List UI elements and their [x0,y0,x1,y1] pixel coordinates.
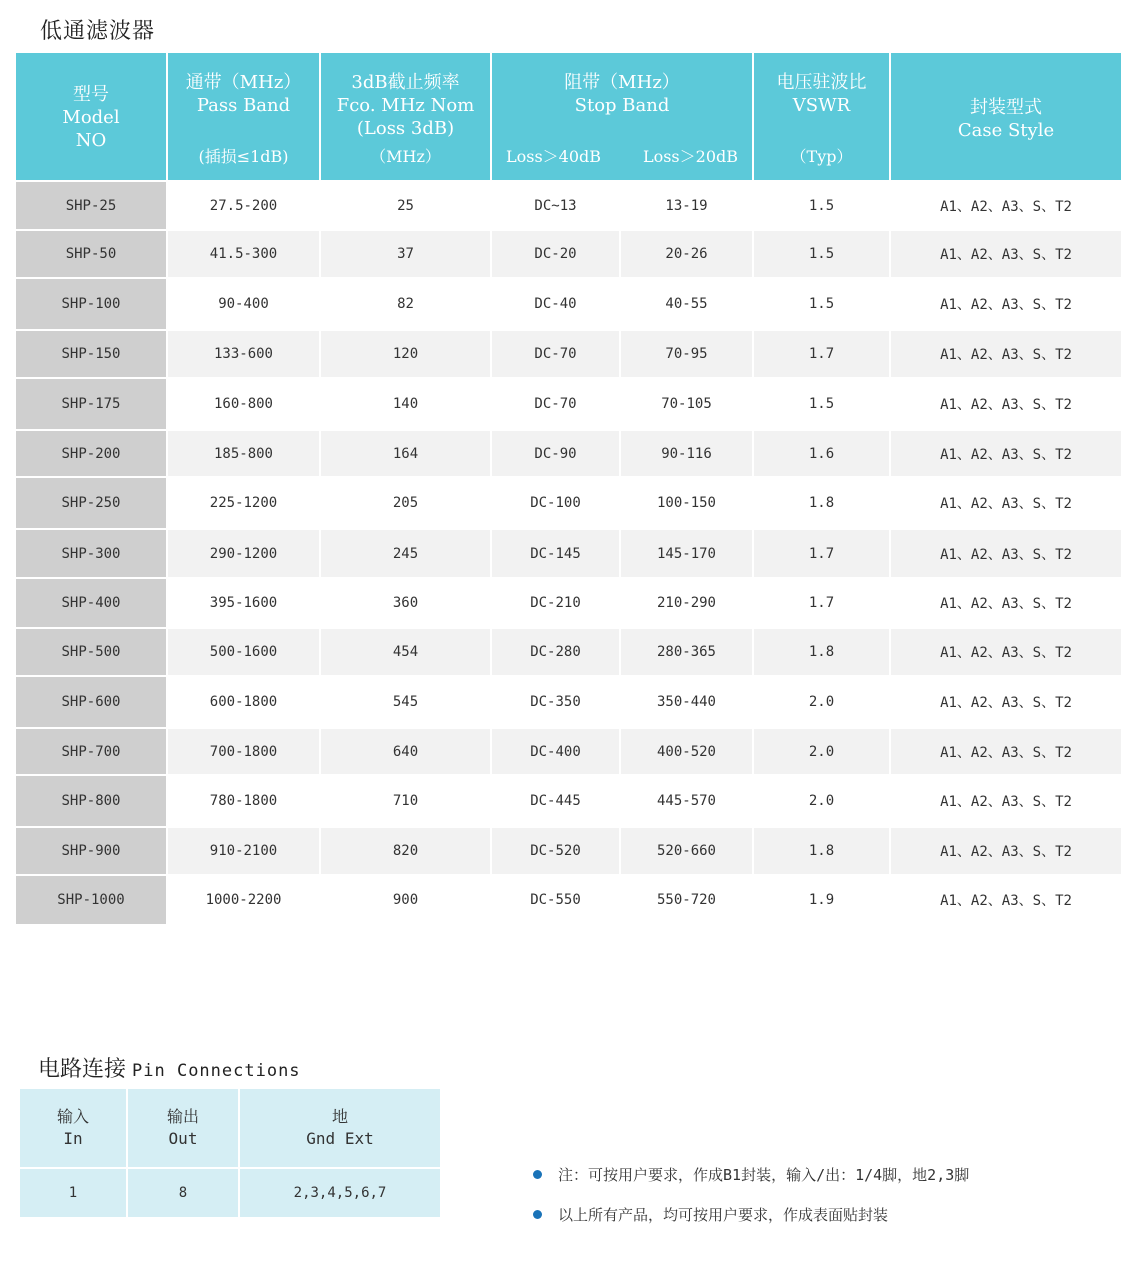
cell-case-style: A1、A2、A3、S、T2 [891,180,1121,229]
cell-case-style: A1、A2、A3、S、T2 [891,429,1121,476]
pin-value-gnd: 2,3,4,5,6,7 [240,1167,440,1217]
cell-stop-40db: DC-550 [492,874,621,924]
cell-pass-band: 185-800 [168,429,321,476]
cell-case-style: A1、A2、A3、S、T2 [891,826,1121,874]
pin-header-in-en: In [63,1129,83,1148]
pin-header-out-cn: 输出 [166,1107,199,1126]
cell-pass-band: 290-1200 [168,528,321,577]
cell-stop-20db: 70-95 [621,329,754,377]
cell-stop-40db: DC-400 [492,727,621,774]
header-case-style [891,53,1121,180]
cell-cutoff: 120 [321,329,492,377]
pin-value-in: 1 [20,1167,128,1217]
table-row [16,377,1121,429]
cell-pass-band: 90-400 [168,277,321,329]
cell-stop-20db: 40-55 [621,277,754,329]
pin-header-gnd-cn: 地 [331,1107,348,1126]
cell-vswr: 1.7 [754,528,891,577]
header-vswr-sub: （Typ） [790,147,853,166]
table-row [16,528,1121,577]
header-pass-band [168,53,321,180]
cell-pass-band: 160-800 [168,377,321,429]
pin-header-row [20,1089,440,1167]
table-row [16,774,1121,826]
cell-pass-band: 500-1600 [168,627,321,675]
note-item [533,1200,969,1228]
pin-header-in [20,1089,128,1167]
header-stop-loss40: Loss＞40dB [506,147,602,166]
pin-connections-table [20,1089,440,1217]
filter-spec-table [16,53,1121,924]
cell-model: SHP-800 [16,774,168,826]
cell-vswr: 1.9 [754,874,891,924]
header-vswr-cn: 电压驻波比 [776,72,867,93]
cell-stop-20db: 20-26 [621,229,754,277]
cell-vswr: 1.8 [754,627,891,675]
header-model-cn: 型号 [73,84,109,105]
cell-cutoff: 245 [321,528,492,577]
cell-vswr: 2.0 [754,774,891,826]
cell-model: SHP-25 [16,180,168,229]
cell-case-style: A1、A2、A3、S、T2 [891,329,1121,377]
cell-stop-40db: DC-90 [492,429,621,476]
cell-model: SHP-175 [16,377,168,429]
cell-vswr: 1.5 [754,277,891,329]
cell-vswr: 1.5 [754,229,891,277]
cell-stop-20db: 210-290 [621,577,754,627]
header-vswr [754,53,891,180]
pin-header-gnd [240,1089,440,1167]
cell-model: SHP-900 [16,826,168,874]
cell-stop-40db: DC-100 [492,476,621,528]
cell-stop-40db: DC-280 [492,627,621,675]
cell-pass-band: 395-1600 [168,577,321,627]
header-case-en: Case Style [957,120,1055,141]
cell-vswr: 2.0 [754,727,891,774]
cell-stop-40db: DC-70 [492,329,621,377]
header-stop-band [492,53,754,180]
table-row [16,476,1121,528]
cell-stop-20db: 70-105 [621,377,754,429]
cell-cutoff: 140 [321,377,492,429]
header-pass-band-en: Pass Band [196,95,291,116]
header-cutoff-cn: 3dB截止频率 [351,72,460,93]
note-item [533,1160,969,1188]
header-vswr-en: VSWR [792,95,851,116]
cell-pass-band: 27.5-200 [168,180,321,229]
table-row [16,826,1121,874]
cell-vswr: 1.8 [754,476,891,528]
cell-stop-20db: 280-365 [621,627,754,675]
table-header-row [16,53,1121,180]
header-stop-band-en: Stop Band [574,95,670,116]
cell-cutoff: 454 [321,627,492,675]
cell-model: SHP-200 [16,429,168,476]
cell-stop-20db: 445-570 [621,774,754,826]
cell-cutoff: 82 [321,277,492,329]
cell-pass-band: 41.5-300 [168,229,321,277]
table-row [16,727,1121,774]
table-row [16,229,1121,277]
notes-list [533,1160,969,1240]
cell-stop-40db: DC-520 [492,826,621,874]
header-cutoff-sub: （MHz） [370,147,441,166]
pin-value-out: 8 [128,1167,240,1217]
cell-stop-40db: DC-40 [492,277,621,329]
cell-pass-band: 1000-2200 [168,874,321,924]
cell-cutoff: 360 [321,577,492,627]
cell-stop-20db: 550-720 [621,874,754,924]
cell-model: SHP-250 [16,476,168,528]
header-pass-band-sub: (插损≤1dB) [198,147,289,166]
cell-pass-band: 910-2100 [168,826,321,874]
cell-case-style: A1、A2、A3、S、T2 [891,774,1121,826]
table-row [16,577,1121,627]
table-row [16,180,1121,229]
cell-model: SHP-700 [16,727,168,774]
cell-cutoff: 710 [321,774,492,826]
cell-pass-band: 700-1800 [168,727,321,774]
pin-header-gnd-en: Gnd Ext [306,1129,374,1148]
note-text-2: 以上所有产品，均可按用户要求，作成表面贴封装 [558,1205,889,1224]
table-row [16,675,1121,727]
header-model [16,53,168,180]
pin-title-cn: 电路连接 [38,1057,127,1082]
cell-cutoff: 545 [321,675,492,727]
cell-stop-40db: DC~13 [492,180,621,229]
header-stop-band-cn: 阻带（MHz） [564,72,680,93]
cell-case-style: A1、A2、A3、S、T2 [891,675,1121,727]
cell-model: SHP-150 [16,329,168,377]
table-row [16,329,1121,377]
pin-header-out [128,1089,240,1167]
cell-case-style: A1、A2、A3、S、T2 [891,377,1121,429]
cell-cutoff: 25 [321,180,492,229]
cell-case-style: A1、A2、A3、S、T2 [891,727,1121,774]
cell-cutoff: 164 [321,429,492,476]
pin-connections-title [38,1052,301,1083]
header-stop-loss20: Loss＞20dB [642,147,738,166]
cell-model: SHP-1000 [16,874,168,924]
cell-stop-40db: DC-445 [492,774,621,826]
header-cutoff-en: Fco. MHz Nom [336,95,475,116]
cell-stop-20db: 145-170 [621,528,754,577]
pin-header-out-en: Out [168,1129,198,1148]
cell-case-style: A1、A2、A3、S、T2 [891,627,1121,675]
cell-case-style: A1、A2、A3、S、T2 [891,528,1121,577]
cell-pass-band: 133-600 [168,329,321,377]
cell-model: SHP-100 [16,277,168,329]
cell-stop-40db: DC-350 [492,675,621,727]
pin-header-in-cn: 输入 [56,1107,89,1126]
cell-vswr: 1.5 [754,180,891,229]
note-text-1: 注：可按用户要求，作成B1封装，输入/出：1/4脚，地2,3脚 [558,1165,970,1184]
cell-stop-20db: 90-116 [621,429,754,476]
cell-stop-20db: 13-19 [621,180,754,229]
cell-stop-20db: 400-520 [621,727,754,774]
bullet-icon [533,1170,542,1179]
pin-title-en: Pin Connections [132,1061,301,1081]
cell-cutoff: 37 [321,229,492,277]
cell-vswr: 1.8 [754,826,891,874]
cell-model: SHP-50 [16,229,168,277]
cell-stop-40db: DC-145 [492,528,621,577]
cell-stop-40db: DC-70 [492,377,621,429]
cell-vswr: 2.0 [754,675,891,727]
cell-case-style: A1、A2、A3、S、T2 [891,476,1121,528]
cell-stop-20db: 350-440 [621,675,754,727]
header-case-cn: 封装型式 [970,97,1042,118]
cell-stop-40db: DC-20 [492,229,621,277]
cell-vswr: 1.7 [754,329,891,377]
table-row [16,277,1121,329]
cell-cutoff: 900 [321,874,492,924]
page-title: 低通滤波器 [40,19,156,44]
cell-model: SHP-400 [16,577,168,627]
cell-model: SHP-600 [16,675,168,727]
table-row [16,874,1121,924]
cell-vswr: 1.6 [754,429,891,476]
cell-case-style: A1、A2、A3、S、T2 [891,874,1121,924]
cell-model: SHP-300 [16,528,168,577]
cell-cutoff: 640 [321,727,492,774]
cell-case-style: A1、A2、A3、S、T2 [891,229,1121,277]
header-cutoff [321,53,492,180]
cell-model: SHP-500 [16,627,168,675]
cell-case-style: A1、A2、A3、S、T2 [891,577,1121,627]
pin-value-row [20,1167,440,1217]
cell-vswr: 1.5 [754,377,891,429]
cell-case-style: A1、A2、A3、S、T2 [891,277,1121,329]
cell-pass-band: 780-1800 [168,774,321,826]
cell-stop-20db: 520-660 [621,826,754,874]
table-row [16,429,1121,476]
header-cutoff-loss: (Loss 3dB) [356,118,455,139]
cell-pass-band: 600-1800 [168,675,321,727]
bullet-icon [533,1210,542,1219]
header-model-no: NO [75,130,107,151]
cell-pass-band: 225-1200 [168,476,321,528]
table-row [16,627,1121,675]
cell-cutoff: 820 [321,826,492,874]
header-pass-band-cn: 通带（MHz） [185,72,302,93]
cell-cutoff: 205 [321,476,492,528]
cell-stop-20db: 100-150 [621,476,754,528]
cell-vswr: 1.7 [754,577,891,627]
cell-stop-40db: DC-210 [492,577,621,627]
header-model-en: Model [62,107,120,128]
